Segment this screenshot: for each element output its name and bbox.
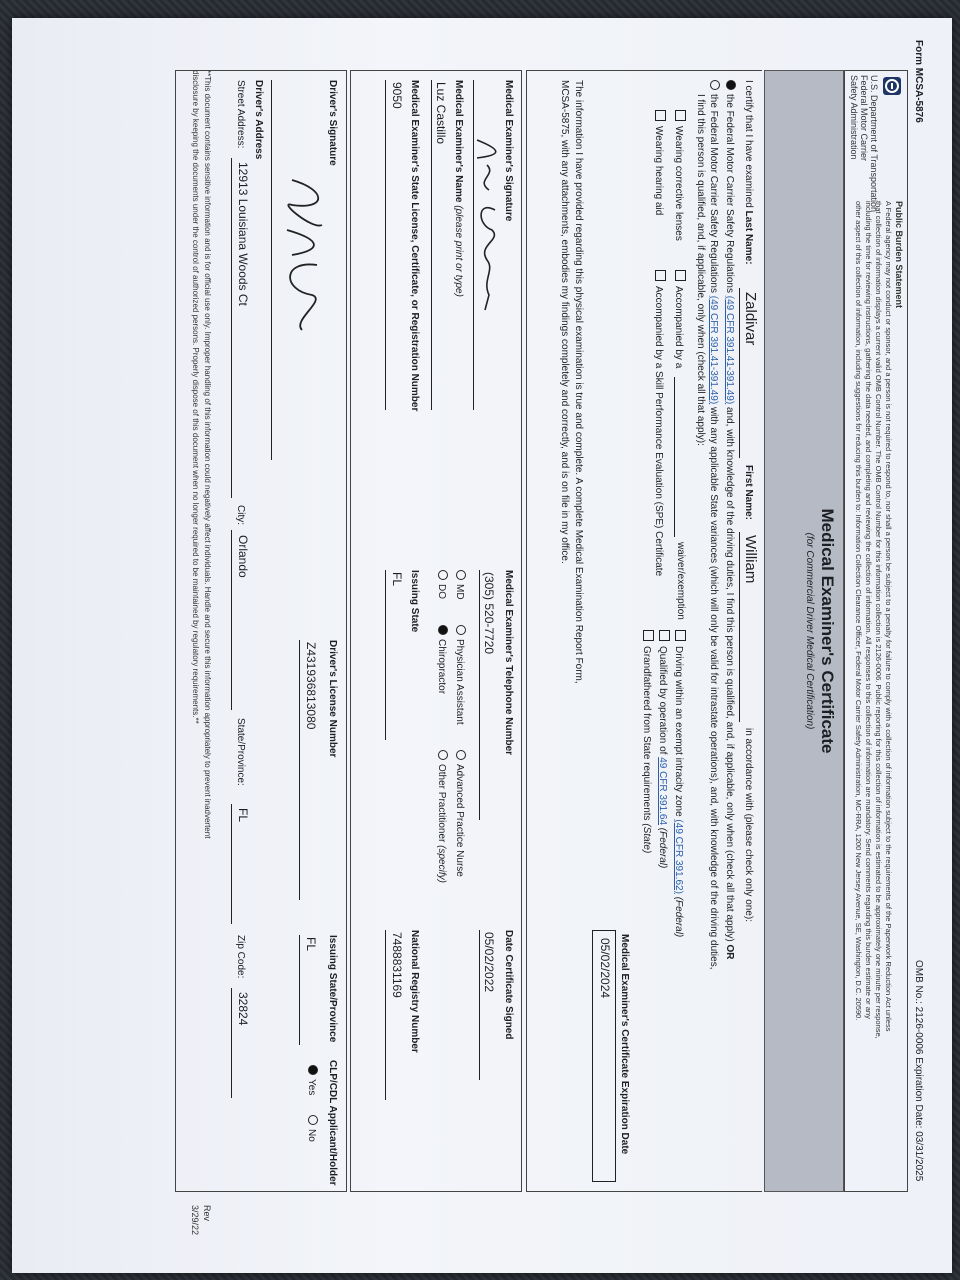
statement-line-2: MCSA-5875, with any attachments, embodies my findings completely and correctly, and is on file in my office. bbox=[559, 80, 570, 564]
burden-line-3: including the time for reviewing instructions, gathering the data needed, and completing and reviewing the collection of information. All responses to this collection of information are mandatory. Send comments regarding this burden estimate or any bbox=[864, 201, 873, 1019]
driver-signature-label: Driver's Signature bbox=[327, 80, 338, 166]
check-hearing[interactable]: Wearing hearing aid bbox=[653, 110, 666, 215]
city-value[interactable]: Orlando bbox=[236, 535, 250, 578]
city-label: City: bbox=[235, 505, 246, 525]
examiner-signature-line bbox=[473, 80, 474, 410]
driver-license-label: Driver's License Number bbox=[327, 640, 338, 758]
street-label: Street Address: bbox=[235, 80, 246, 149]
examiner-name-value[interactable]: Luz Castillo bbox=[434, 82, 448, 145]
street-line bbox=[231, 158, 232, 498]
footer-line-2: disclosure by keeping the documents under the control of authorized persons. Properly dispose of this document when no longer required to be maintained by regulatory requirements.** bbox=[191, 70, 200, 724]
examiner-name-line bbox=[431, 80, 432, 410]
omb-number: OMB No.: 2126-0006 Expiration Date: 03/31/2025 bbox=[913, 960, 924, 1182]
dot-logo-icon bbox=[883, 77, 901, 95]
clp-label: CLP/CDL Applicant/Holder bbox=[327, 1060, 338, 1186]
option-1-radio[interactable] bbox=[726, 80, 736, 90]
first-name-label: First Name: bbox=[743, 465, 754, 521]
clp-yes[interactable]: Yes bbox=[306, 1065, 318, 1095]
examiner-name-label: Medical Examiner's Name (please print or type) bbox=[453, 80, 464, 297]
check-accompanied[interactable]: Accompanied by a bbox=[673, 270, 686, 368]
phone-value[interactable]: (305) 520-7720 bbox=[482, 572, 496, 655]
city-line bbox=[231, 530, 232, 710]
last-name-line bbox=[739, 288, 740, 458]
burden-box bbox=[844, 70, 908, 1192]
driver-address-label: Driver's Address bbox=[253, 80, 264, 160]
expiration-value[interactable]: 05/02/2024 bbox=[598, 938, 612, 999]
last-name-value[interactable]: Zaldivar bbox=[742, 292, 759, 346]
check-grandfathered[interactable]: Grandfathered from State requirements (State) bbox=[641, 630, 654, 853]
agency-line-1: U.S. Department of Transportation bbox=[869, 75, 879, 213]
first-name-value[interactable]: William bbox=[742, 535, 759, 584]
burden-line-1: A Federal agency may not conduct or sponsor, and a person is not required to respond to, nor shall a person be subject to a penalty for failure to comply with a collection of information subject to the requirements of the Paperwork Reduction Act unless bbox=[884, 201, 893, 1032]
license-line bbox=[385, 80, 386, 410]
driver-signature bbox=[267, 170, 332, 370]
check-qualified[interactable]: Qualified by operation of 49 CFR 391.64 (Federal) bbox=[657, 630, 670, 868]
first-name-line bbox=[739, 532, 740, 722]
accordance-text: in accordance with (please check only one): bbox=[743, 728, 754, 922]
form-id: Form MCSA-5876 bbox=[913, 40, 924, 123]
burden-line-4: other aspect of this collection of information, including suggestions for reducing this burden to: Information Collection Clearance Officer, Federal Motor Carrier Safety Administration, MC-RRA, 1200 New Jersey Avenue, SE, Washington, D.C. 20590. bbox=[854, 201, 863, 1021]
driver-signature-line bbox=[271, 80, 272, 460]
burden-title: Public Burden Statement bbox=[894, 201, 904, 309]
type-do[interactable]: DO bbox=[436, 570, 448, 599]
agency-line-3: Safety Administration bbox=[849, 75, 859, 160]
accompanied-line bbox=[674, 377, 675, 537]
document-paper bbox=[12, 18, 952, 1273]
registry-line bbox=[385, 930, 386, 1100]
zip-line bbox=[231, 988, 232, 1098]
driver-issuing-line bbox=[299, 935, 300, 1045]
phone-line bbox=[479, 570, 480, 820]
type-other[interactable]: Other Practitioner (specify) bbox=[436, 750, 448, 883]
certificate-title: Medical Examiner's Certificate bbox=[818, 508, 837, 754]
clp-no[interactable]: No bbox=[306, 1115, 318, 1142]
certificate-sheet bbox=[12, 30, 932, 1260]
license-label: Medical Examiner's State License, Certificate, or Registration Number bbox=[409, 80, 420, 412]
date-signed-value[interactable]: 05/02/2022 bbox=[482, 932, 496, 993]
option-2-radio[interactable] bbox=[710, 80, 720, 90]
street-value[interactable]: 12913 Louisiana Woods Ct bbox=[236, 162, 250, 306]
rev-date: 3/29/22 bbox=[190, 1205, 200, 1236]
agency-line-2: Federal Motor Carrier bbox=[859, 75, 869, 162]
expiration-label: Medical Examiner's Certificate Expiration Date bbox=[619, 934, 630, 1155]
zip-value[interactable]: 32824 bbox=[236, 992, 250, 1026]
statement-line-1: The information I have provided regarding this physical examination is true and complete. A complete Medical Examination Report Form, bbox=[573, 80, 584, 684]
certificate-subtitle: (for Commercial Driver Medical Certification) bbox=[804, 532, 815, 730]
check-intracity[interactable]: Driving within an exempt intracity zone (49 CFR 391.62) (Federal) bbox=[673, 630, 686, 937]
issuing-state-label: Issuing State bbox=[409, 570, 420, 633]
footer-line-1: **This document contains sensitive information and is for official use only. Improper handling of this information could negatively affect individuals. Handle and secure this information appropriately to prevent inadvertent bbox=[203, 70, 212, 839]
state-line bbox=[231, 804, 232, 924]
state-label: State/Province: bbox=[235, 718, 246, 786]
check-lenses[interactable]: Wearing corrective lenses bbox=[673, 110, 686, 241]
issuing-state-line bbox=[385, 570, 386, 740]
date-signed-line bbox=[479, 930, 480, 1080]
examiner-signature bbox=[462, 130, 507, 370]
date-signed-label: Date Certificate Signed bbox=[503, 930, 514, 1040]
registry-label: National Registry Number bbox=[409, 930, 420, 1053]
type-md[interactable]: MD bbox=[454, 570, 466, 600]
type-pa[interactable]: Physician Assistant bbox=[454, 625, 466, 725]
registry-value[interactable]: 7488831169 bbox=[390, 932, 404, 998]
driver-license-line bbox=[299, 640, 300, 900]
zip-label: Zip Code: bbox=[235, 935, 246, 979]
certify-intro: I certify that I have examined Last Name: bbox=[743, 80, 754, 265]
rev-label: Rev bbox=[202, 1205, 212, 1222]
phone-label: Medical Examiner's Telephone Number bbox=[503, 570, 514, 756]
title-banner bbox=[764, 70, 844, 1192]
type-chiro[interactable]: Chiropractor bbox=[436, 625, 448, 694]
check-spe[interactable]: Accompanied by a Skill Performance Evaluation (SPE) Certificate bbox=[653, 270, 666, 576]
examiner-signature-label: Medical Examiner's Signature bbox=[503, 80, 514, 222]
option-2[interactable]: the Federal Motor Carrier Safety Regulations (49 CFR 391.41-391.49) with any applicable State variances (which will only be valid for intrastate operations), and, with knowledge of the driving duties, bbox=[708, 80, 720, 969]
license-value[interactable]: 9050 bbox=[390, 82, 404, 109]
burden-line-2: that collection of information displays a current valid OMB Control Number. The OMB Control Number for this information collection is 2126-0006. Public reporting for this collection of information is estimated to be approximately one minute per response, bbox=[874, 201, 883, 1039]
type-apn[interactable]: Advanced Practice Nurse bbox=[454, 750, 466, 877]
driver-license-value[interactable]: Z431936813080 bbox=[304, 642, 318, 730]
driver-issuing-value[interactable]: FL bbox=[304, 937, 318, 952]
driver-issuing-label: Issuing State/Province bbox=[327, 935, 338, 1043]
issuing-state-value[interactable]: FL bbox=[390, 572, 404, 587]
option-1[interactable]: the Federal Motor Carrier Safety Regulations (49 CFR 391.41-391.49) and, with knowledge of the driving duties, I find this person is qualified, and, if applicable, only when (check all that apply) OR bbox=[724, 80, 736, 960]
option-2-line-2: I find this person is qualified, and, if applicable, only when (check all that apply): bbox=[695, 94, 706, 446]
waiver-text: waiver/exemption bbox=[675, 542, 686, 620]
state-value[interactable]: FL bbox=[236, 808, 250, 823]
